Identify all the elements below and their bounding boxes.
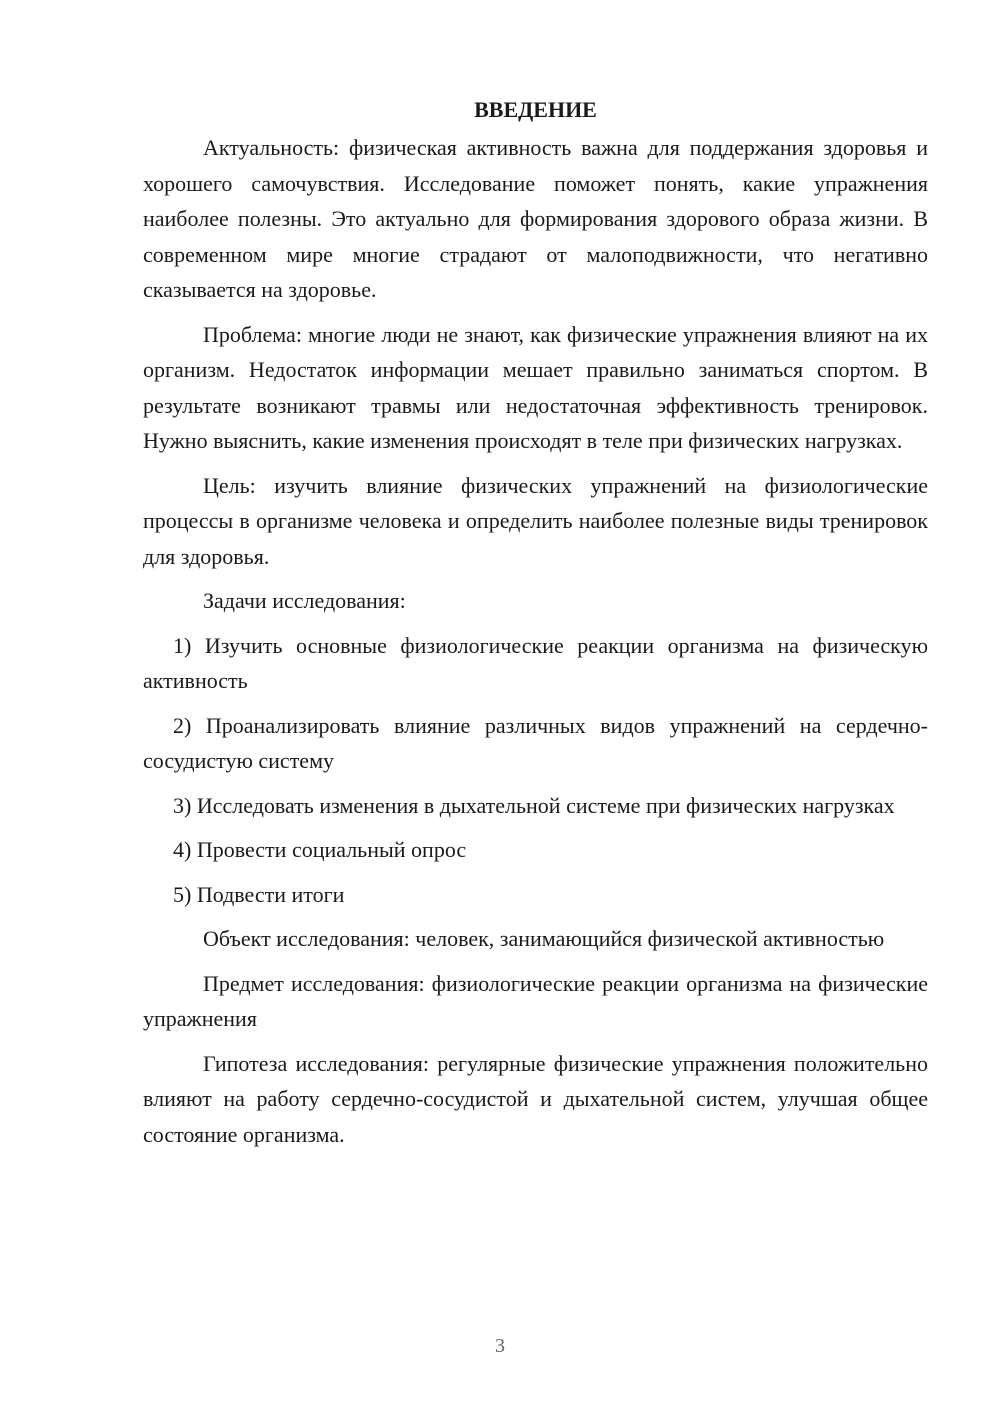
problem-paragraph: Проблема: многие люди не знают, как физические упражнения влияют на их организм. Недостаток информации мешает правильно заниматься спортом. В результате возникают травмы или недостаточная эффективность тренировок. Нужно выяснить, какие изменения происходят в теле при физических нагрузках.: [143, 321, 928, 453]
tasks-heading: Задачи исследования:: [203, 588, 406, 613]
hypothesis-paragraph: Гипотеза исследования: регулярные физические упражнения положительно влияют на работу сердечно-сосудистой и дыхательной систем, улучшая общее состояние организма.: [143, 1050, 928, 1147]
task-item-1: 1) Изучить основные физиологические реакции организма на физическую активность: [143, 632, 928, 693]
task-item-4: 4) Провести социальный опрос: [173, 837, 467, 862]
object-paragraph: Объект исследования: человек, занимающийся физической активностью: [203, 926, 885, 951]
task-item-3: 3) Исследовать изменения в дыхательной системе при физических нагрузках: [173, 792, 895, 818]
subject-paragraph: Предмет исследования: физиологические реакции организма на физические упражнения: [143, 970, 928, 1031]
page-content: [143, 92, 928, 1161]
relevance-paragraph: Актуальность: физическая активность важна для поддержания здоровья и хорошего самочувствия. Исследование поможет понять, какие упражнения наиболее полезны. Это актуально для формирования здорового образа жизни. В современном мире многие страдают от малоподвижности, что негативно сказывается на здоровье.: [143, 135, 928, 302]
task-item-2: 2) Проанализировать влияние различных видов упражнений на сердечно-сосудистую систему: [143, 712, 928, 773]
section-title: ВВЕДЕНИЕ: [474, 97, 597, 122]
page-number: 3: [495, 1335, 505, 1357]
task-item-5: 5) Подвести итоги: [173, 881, 345, 907]
goal-paragraph: Цель: изучить влияние физических упражнений на физиологические процессы в организме человека и определить наиболее полезные виды тренировок для здоровья.: [143, 472, 928, 569]
